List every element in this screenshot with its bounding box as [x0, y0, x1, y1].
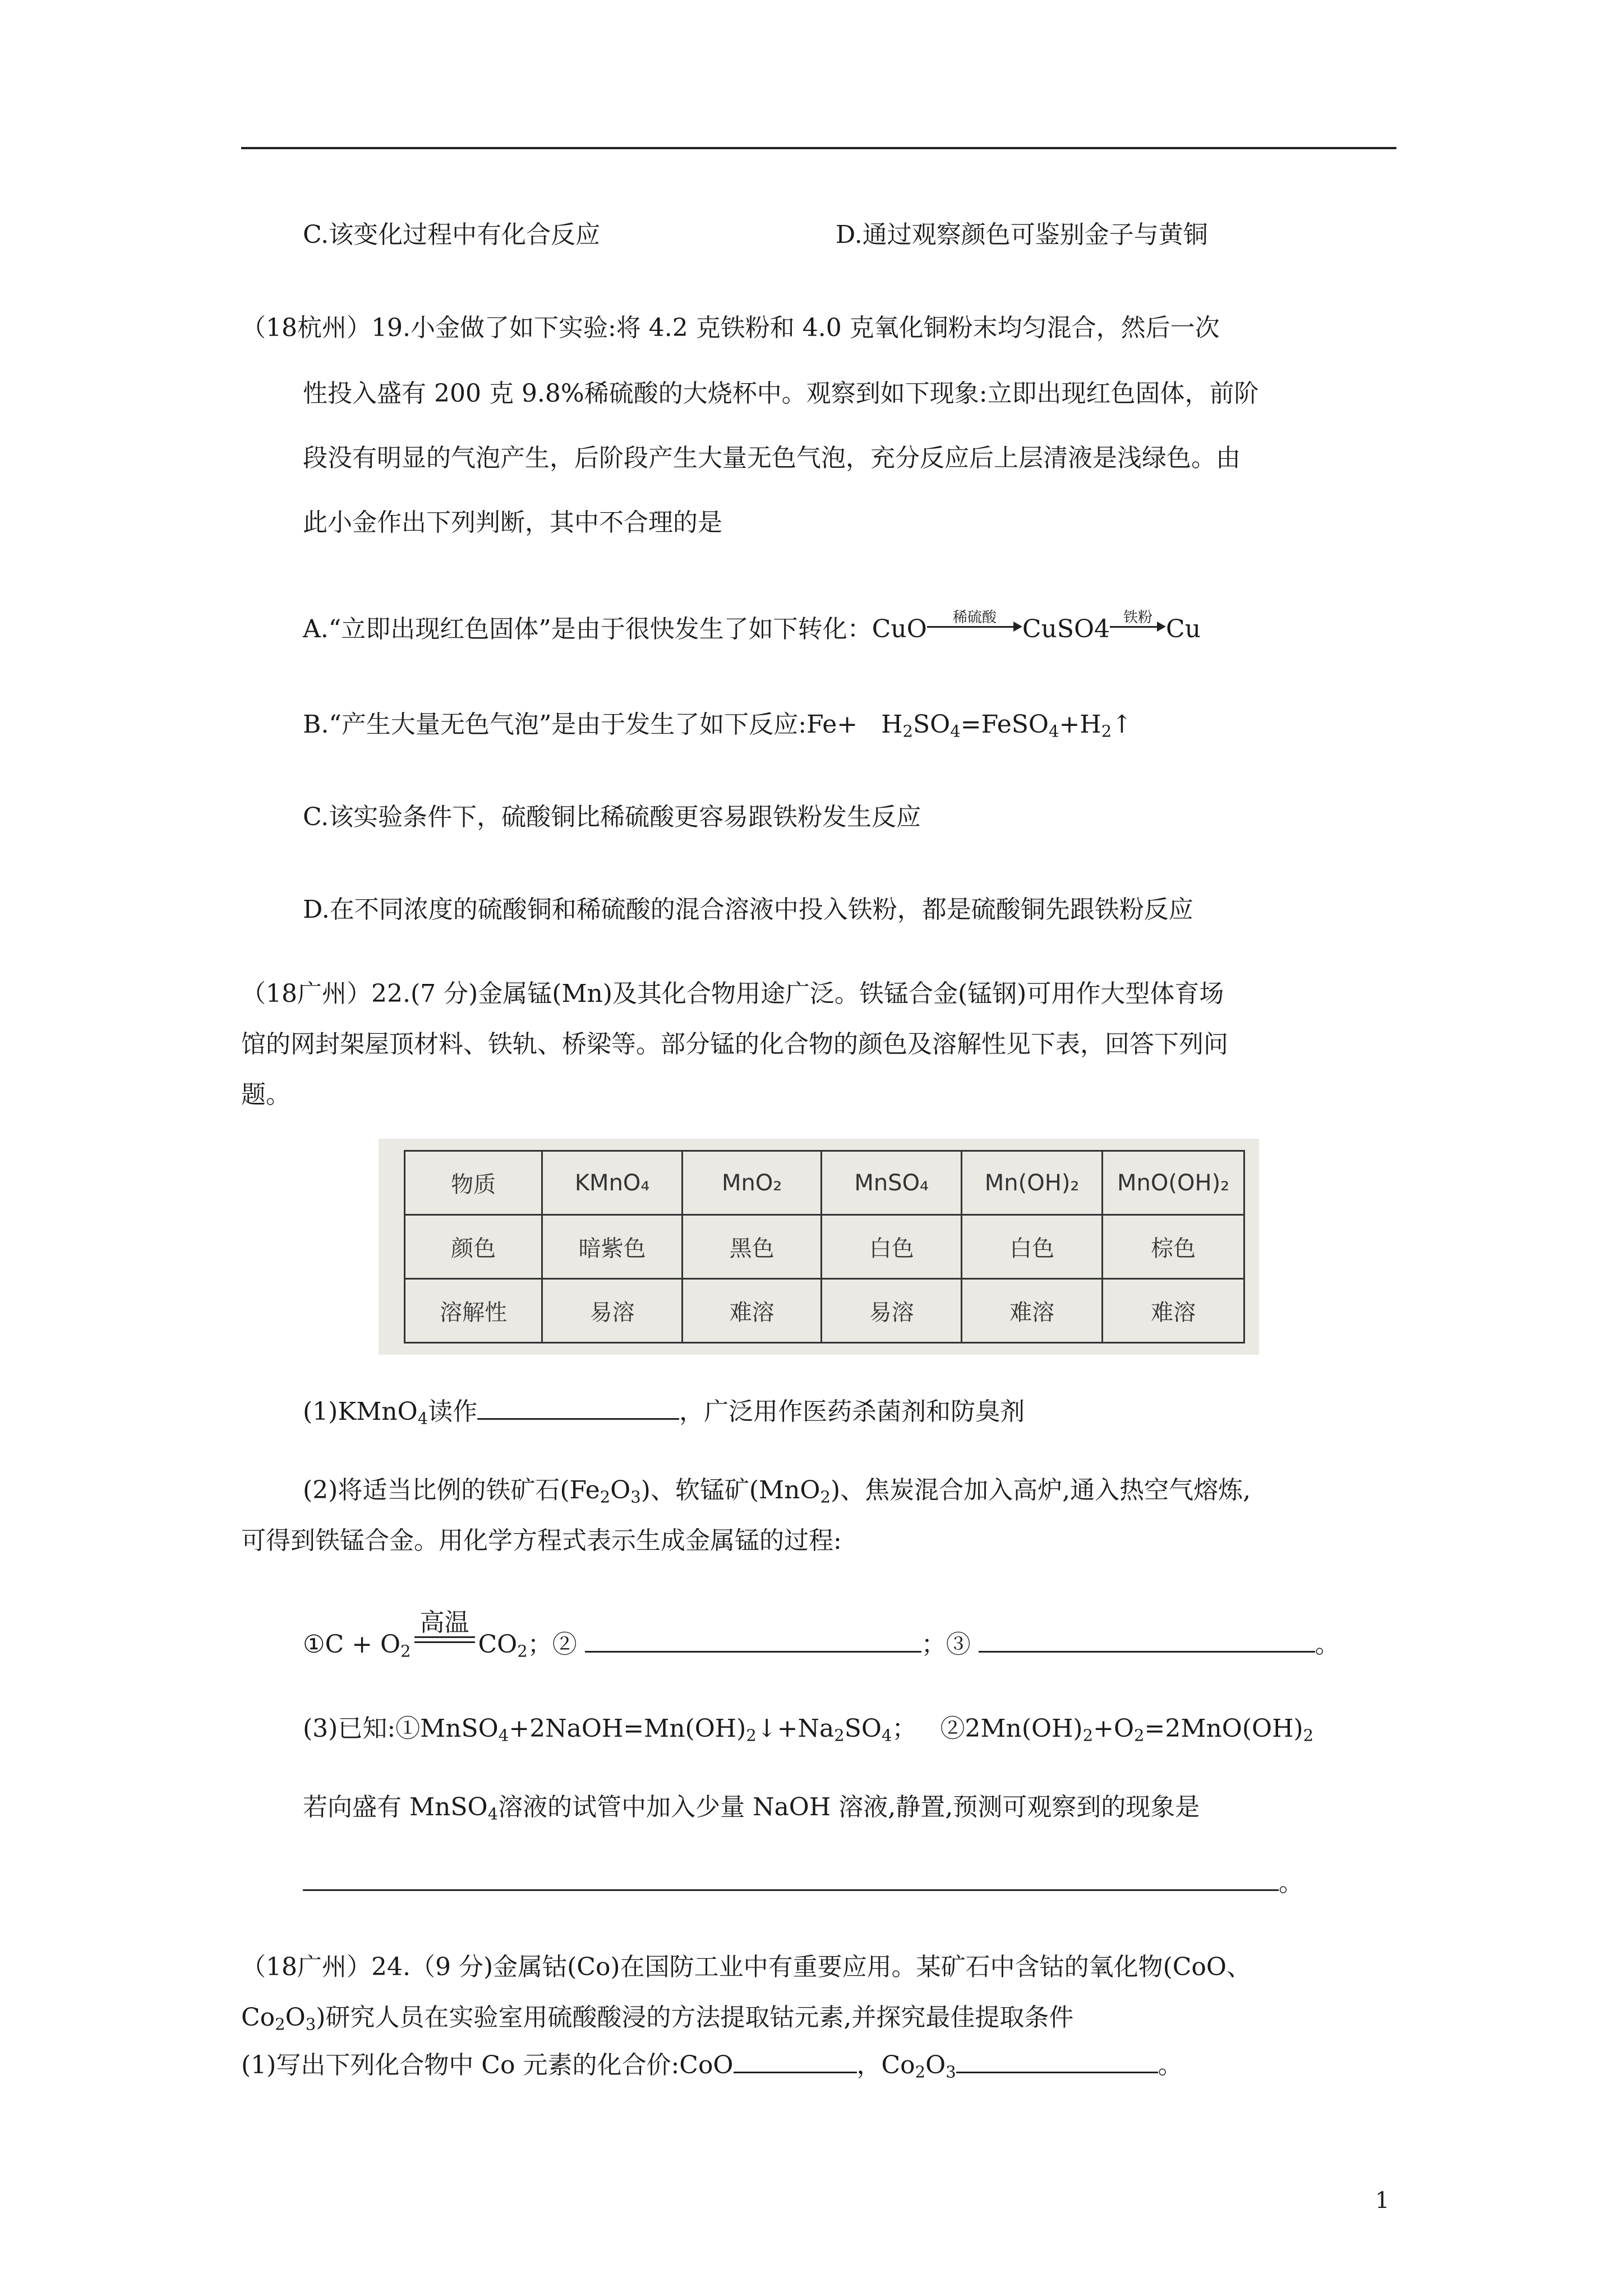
reaction-arrow-iron: 铁粉 — [1110, 613, 1166, 637]
q19-option-a: A.“立即出现红色固体”是由于很快发生了如下转化：CuO 稀硫酸 CuSO4 铁粉 Cu — [303, 609, 1201, 643]
table-cell: 物质 — [405, 1151, 542, 1215]
answer-blank-phenomenon[interactable] — [303, 1867, 1279, 1891]
table-cell: 黑色 — [682, 1215, 821, 1279]
q19-stem-line4: 此小金作出下列判断，其中不合理的是 — [303, 508, 722, 537]
manganese-compounds-table-image — [379, 1139, 1259, 1355]
table-cell: 暗紫色 — [542, 1215, 683, 1279]
q22-part3-question: 若向盛有 MnSO$_4$溶液的试管中加入少量 NaOH 溶液,静置,预测可观察到的现象是 — [303, 1793, 1200, 1824]
answer-blank-co2o3-valence[interactable] — [956, 2049, 1158, 2073]
q19-stem-line2: 性投入盛有 200 克 9.8%稀硫酸的大烧杯中。观察到如下现象:立即出现红色固体，前阶 — [303, 379, 1259, 408]
table-cell: 难溶 — [1103, 1279, 1244, 1343]
table-cell: 白色 — [962, 1215, 1103, 1279]
manganese-compounds-table — [404, 1150, 1245, 1343]
q22-equations: ①C + $O_2$ 高温 $CO_2$；② ；③ 。 — [303, 1608, 1340, 1661]
q19-stem-line3: 段没有明显的气泡产生，后阶段产生大量无色气泡，充分反应后上层清液是浅绿色。由 — [303, 444, 1241, 472]
table-cell: 易溶 — [822, 1279, 962, 1343]
table-cell: MnO₂ — [682, 1151, 821, 1215]
table-cell: 难溶 — [682, 1279, 821, 1343]
q19-stem-line1: （18杭州）19.小金做了如下实验:将 4.2 克铁粉和 4.0 克氧化铜粉末均匀混合，然后一次 — [241, 314, 1220, 342]
table-row — [405, 1151, 1244, 1215]
q18-option-d: D.通过观察颜色可鉴别金子与黄铜 — [836, 220, 1208, 249]
gas-up-arrow: ↑ — [1112, 710, 1133, 739]
q22-part2-line1: (2)将适当比例的铁矿石$(Fe_2O_3)$、软锰矿(MnO$_2$)、焦炭混合加入高炉,通入热空气熔炼, — [303, 1476, 1251, 1507]
table-cell: KMnO₄ — [542, 1151, 683, 1215]
page-number: 1 — [1375, 2188, 1390, 2214]
q22-part3-given: (3)已知$:①MnSO_4+2NaOH=Mn(OH)_2↓+Na_2SO_4$； $②2Mn(OH)_2+O_2=2MnO(OH)_2$ — [303, 1714, 1314, 1745]
high-temp-condition: 高温 — [411, 1628, 478, 1653]
table-cell: Mn(OH)₂ — [962, 1151, 1103, 1215]
q22-stem-line1: （18广州）22.(7 分)金属锰(Mn)及其化合物用途广泛。铁锰合金(锰钢)可用作大型体育场 — [241, 979, 1224, 1008]
q22-part3-answer-line: 。 — [303, 1862, 1303, 1898]
q18-option-c: C.该变化过程中有化合反应 — [303, 220, 601, 249]
answer-blank-kmno4-name[interactable] — [477, 1396, 679, 1420]
table-cell: 白色 — [822, 1215, 962, 1279]
table-row — [405, 1215, 1244, 1279]
answer-blank-equation-2[interactable] — [585, 1628, 921, 1653]
q24-stem-line2: $Co_2O_3$)研究人员在实验室用硫酸酸浸的方法提取钴元素,并探究最佳提取条件 — [241, 2003, 1074, 2034]
table-cell: MnO(OH)₂ — [1103, 1151, 1244, 1215]
answer-blank-coo-valence[interactable] — [734, 2049, 857, 2073]
q22-stem-line2: 馆的网封架屋顶材料、铁轨、桥梁等。部分锰的化合物的颜色及溶解性见下表，回答下列问 — [241, 1030, 1228, 1059]
q22-part2-line2: 可得到铁锰合金。用化学方程式表示生成金属锰的过程: — [241, 1526, 842, 1555]
table-cell: MnSO₄ — [822, 1151, 962, 1215]
table-cell: 颜色 — [405, 1215, 542, 1279]
q19-option-c: C.该实验条件下，硫酸铜比稀硫酸更容易跟铁粉发生反应 — [303, 803, 921, 831]
q19-option-d: D.在不同浓度的硫酸铜和稀硫酸的混合溶液中投入铁粉，都是硫酸铜先跟铁粉反应 — [303, 895, 1193, 924]
header-rule — [241, 147, 1396, 149]
table-cell: 易溶 — [542, 1279, 683, 1343]
reaction-arrow-sulfuric: 稀硫酸 — [927, 613, 1022, 637]
table-row — [405, 1279, 1244, 1343]
table-cell: 棕色 — [1103, 1215, 1244, 1279]
q24-part1: (1)写出下列化合物中 Co 元素的化合价:CoO ，$Co_2O_3$ 。 — [241, 2045, 1183, 2081]
q22-part1: (1)KMnO$_4$读作 ，广泛用作医药杀菌剂和防臭剂 — [303, 1391, 1025, 1427]
answer-blank-equation-3[interactable] — [979, 1628, 1315, 1653]
table-cell: 难溶 — [962, 1279, 1103, 1343]
table-cell: 溶解性 — [405, 1279, 542, 1343]
q19-option-b: B.“产生大量无色气泡”是由于发生了如下反应:Fe+ $H_2SO_4=FeSO_4+H_2↑$ — [303, 710, 1133, 741]
q22-stem-line3: 题。 — [241, 1080, 291, 1109]
q24-stem-line1: （18广州）24.（9 分)金属钴(Co)在国防工业中有重要应用。某矿石中含钴的氧化物(CoO、 — [241, 1953, 1251, 1981]
